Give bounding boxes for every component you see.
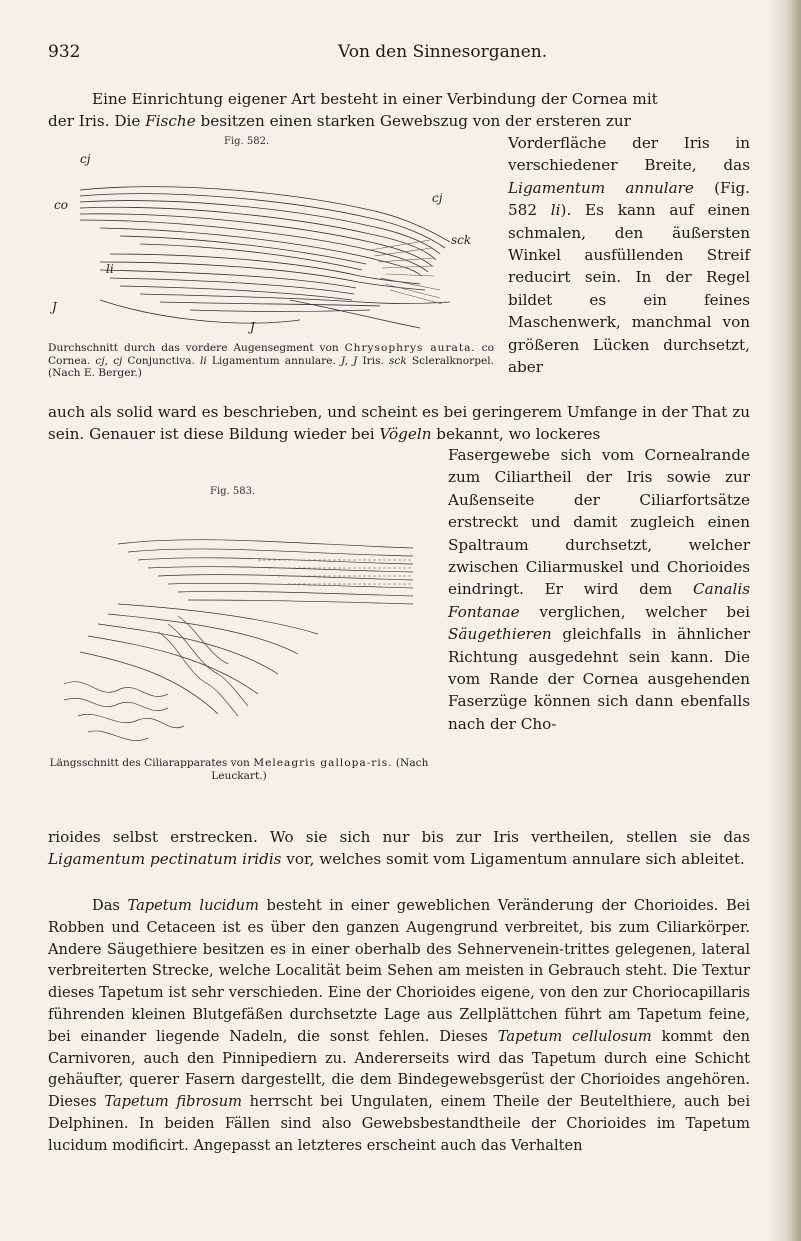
fig-582-label: Fig. 582. bbox=[224, 136, 270, 147]
page-edge-shadow bbox=[767, 0, 801, 1241]
fig-582-label-co: co bbox=[54, 198, 68, 212]
fig-582-label-j-bottom: J bbox=[250, 320, 255, 334]
fig-582-illustration bbox=[40, 150, 480, 338]
paragraph-2-right-column: Fasergewebe sich vom Cornealrande zum Ciliartheil der Iris sowie zur Außenseite der Ciliarfortsätze erstreckt und damit zugleich einen Spaltraum durchsetzt, welcher zwischen Ciliarmuskel und Chorioides eindringt. Er wird dem Canalis Fontanae verglichen, welcher bei Säugethieren gleichfalls in ähnlicher Richtung ausgedehnt sein kann. Die vom Rande der Cornea ausgehenden Faserzüge können sich dann ebenfalls nach der Cho- bbox=[448, 446, 750, 733]
paragraph-2-continuation: rioides selbst erstrecken. Wo sie sich nur bis zur Iris vertheilen, stellen sie das Ligamentum pectinatum iridis vor, welches somit vom Ligamentum annulare sich ableitet. bbox=[48, 828, 750, 869]
paragraph-1-line-1: Eine Einrichtung eigener Art besteht in einer Verbindung der Cornea mit bbox=[92, 90, 658, 108]
paragraph-3: Das Tapetum lucidum besteht in einer geweblichen Veränderung der Chorioides. Bei Robben und Cetaceen ist es über den ganzen Augengrund verbreitet, bis zum Ciliarkörper. Andere Säugethiere besitzen es in einer oberhalb des Sehnervenein-trittes gelegenen, lateral verbreiterten Strecke, welche Localität beim Sehen am meisten in Gebrauch steht. Die Textur dieses Tapetum ist sehr verschieden. Eine der Chorioides eigene, von den zur Choriocapillaris führenden kleinen Blutgefäßen durchsetzte Lage aus Zellplättchen führt am Tapetum feine, bei einander liegende Nadeln, die sonst fehlen. Dieses Tapetum cellulosum kommt den Carnivoren, auch den Pinnipediern zu. Andererseits wird das Tapetum durch eine Schicht gehäufter, querer Fasern dargestellt, die dem Bindegewebsgerüst der Chorioides angehören. Dieses Tapetum fibrosum herrscht bei Ungulaten, einem Theile der Beutelthiere, auch bei Delphinen. In beiden Fällen sind also Gewebsbestandtheile der Chorioides im Tapetum lucidum modificirt. Angepasst an letzteres erscheint auch das Verhalten bbox=[48, 897, 751, 1154]
page-header bbox=[48, 42, 748, 66]
fig-582-label-sck: sck bbox=[451, 233, 472, 247]
fig-583-label: Fig. 583. bbox=[210, 486, 256, 497]
fig-582-caption: Durchschnitt durch das vordere Augensegment von Chrysophrys aurata. co Cornea. cj, cj Conjunctiva. li Ligamentum annulare. J, J Iris. sck Scleralknorpel. (Nach E. Berger.) bbox=[48, 342, 494, 379]
fig-583-illustration bbox=[58, 504, 420, 754]
paragraph-1-line-2: der Iris. Die Fische besitzen einen starken Gewebszug von der ersteren zur bbox=[48, 112, 631, 130]
paragraph-1-continuation: auch als solid ward es beschrieben, und scheint es bei geringerem Umfange in der That zu sein. Genauer ist diese Bildung wieder bei Vögeln bekannt, wo lockeres bbox=[48, 403, 750, 444]
fig-582-label-cj-right: cj bbox=[432, 191, 443, 205]
fig-582-label-j-left: J bbox=[52, 300, 57, 314]
fig-582-label-li: li bbox=[106, 262, 114, 276]
fig-583-caption: Längsschnitt des Ciliarapparates von Meleagris gallopa-ris. (Nach Leuckart.) bbox=[49, 757, 429, 782]
paragraph-1-right-column: Vorderfläche der Iris in verschiedener Breite, das Ligamentum annulare (Fig. 582 li). Es kann auf einen schmalen, den äußersten Winkel ausfüllenden Streif reducirt sein. In der Regel bildet es ein feines Maschenwerk, manchmal von größeren Lücken durchsetzt, aber bbox=[508, 134, 750, 377]
running-title: Von den Sinnesorganen. bbox=[338, 42, 548, 62]
fig-582-label-cj-top: cj bbox=[80, 152, 91, 166]
page-number: 932 bbox=[48, 42, 81, 62]
